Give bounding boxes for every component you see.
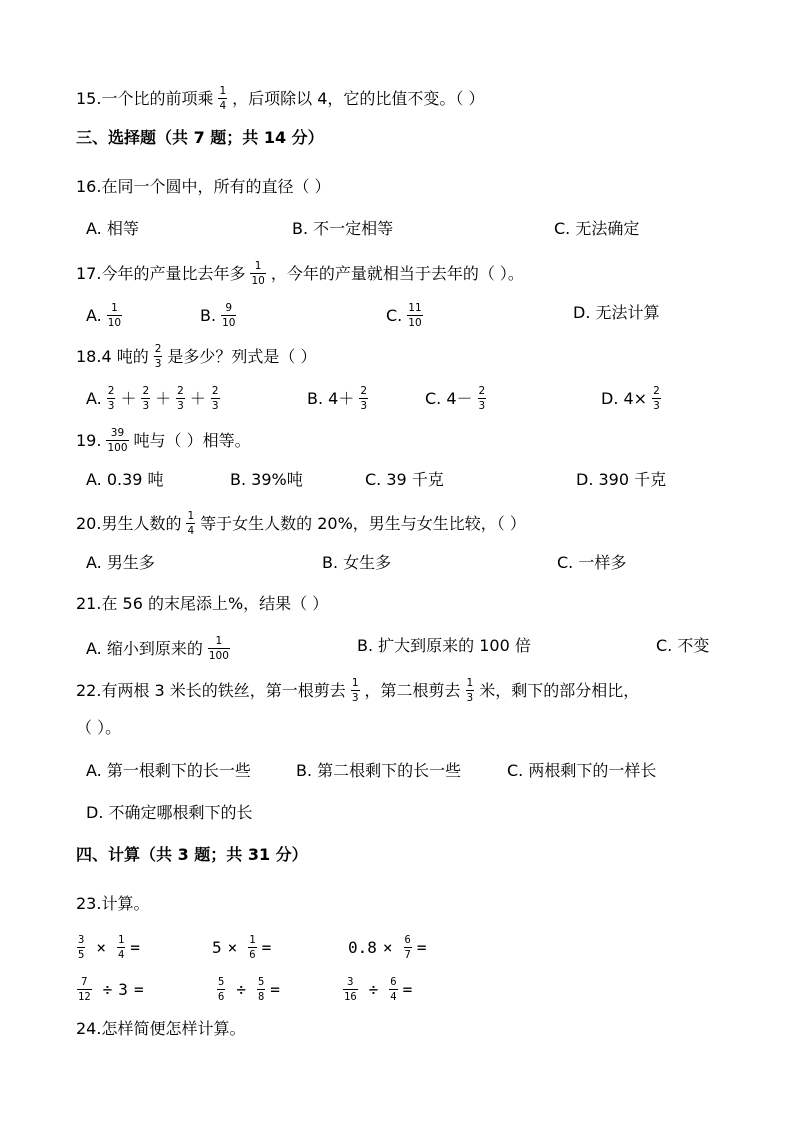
question-18: 18.4 吨的 $\frac{2}{3}$ 是多少？列式是（ ） <box>76 343 317 370</box>
option-d: D. 不确定哪根剩下的长 <box>86 803 253 822</box>
section-title-calc: 四、计算（共 3 题；共 31 分） <box>76 845 308 864</box>
question-22: 22.有两根 3 米长的铁丝，第一根剪去 $\frac{1}{3}$ ，第二根剪去 $\frac{1}{3}$ 米，剩下的部分相比， <box>76 677 640 704</box>
option-c: C. 无法确定 <box>554 219 640 238</box>
question-24: 24.怎样简便怎样计算。 <box>76 1019 246 1038</box>
calc-item: $\frac{7}{12}$ ÷ 3 = <box>78 976 144 1003</box>
option-b: B. 女生多 <box>322 553 392 572</box>
option-c: C. 不变 <box>656 636 710 655</box>
question-23: 23.计算。 <box>76 894 150 913</box>
option-d: D. 无法计算 <box>573 303 660 322</box>
option-b: B. 不一定相等 <box>292 219 394 238</box>
calc-item: 5 × $\frac{1}{6}$ = <box>212 934 272 961</box>
option-b: B. 第二根剩下的长一些 <box>296 761 462 780</box>
question-text: 15.一个比的前项乘 <box>76 89 214 108</box>
question-21: 21.在 56 的末尾添上%，结果（ ） <box>76 594 329 613</box>
question-19: 19. $\frac{39}{100}$ 吨与（ ）相等。 <box>76 427 251 454</box>
option-b: B. 扩大到原来的 100 倍 <box>357 636 531 655</box>
fraction: $\frac{1}{4}$ <box>219 85 227 112</box>
fraction: $\frac{1}{3}$ <box>466 677 474 704</box>
option-a: A. 第一根剩下的长一些 <box>86 761 251 780</box>
option-c: C. $\frac{11}{10}$ <box>386 302 422 329</box>
option-d: D. 4× $\frac{2}{3}$ <box>601 385 660 412</box>
option-a: A. 0.39 吨 <box>86 470 164 489</box>
fraction: $\frac{39}{100}$ <box>107 427 128 454</box>
fraction: $\frac{1}{100}$ <box>208 635 229 662</box>
calc-item: $\frac{3}{16}$ ÷ $\frac{6}{4}$ = <box>344 976 413 1003</box>
calc-item: 0.8 × $\frac{6}{7}$ = <box>348 934 427 961</box>
option-c: C. 39 千克 <box>365 470 444 489</box>
question-15 <box>76 86 485 113</box>
fraction: $\frac{1}{10}$ <box>251 260 265 287</box>
question-22-blank: （ ）。 <box>76 718 122 737</box>
option-b: B. 4＋ $\frac{2}{3}$ <box>307 385 368 412</box>
fraction: $\frac{11}{10}$ <box>408 302 422 329</box>
option-a: A. $\frac{1}{10}$ <box>86 302 122 329</box>
option-c: C. 4－ $\frac{2}{3}$ <box>425 385 486 412</box>
fraction: $\frac{2}{3}$ <box>154 343 162 370</box>
option-c: C. 两根剩下的一样长 <box>507 761 657 780</box>
fraction: $\frac{1}{3}$ <box>351 677 359 704</box>
fraction: $\frac{1}{4}$ <box>187 510 195 537</box>
fraction: $\frac{1}{10}$ <box>107 302 122 329</box>
option-a: A. $\frac{2}{3}$ ＋ $\frac{2}{3}$ ＋ $\frac{2}{3}$ ＋ $\frac{2}{3}$ <box>86 385 219 412</box>
option-b: B. $\frac{9}{10}$ <box>200 302 236 329</box>
calc-item: $\frac{5}{6}$ ÷ $\frac{5}{8}$ = <box>218 976 280 1003</box>
question-16: 16.在同一个圆中，所有的直径（ ） <box>76 177 331 196</box>
option-c: C. 一样多 <box>557 553 627 572</box>
option-d: D. 390 千克 <box>576 470 667 489</box>
option-b: B. 39%吨 <box>230 470 303 489</box>
option-a: A. 缩小到原来的 $\frac{1}{100}$ <box>86 635 229 662</box>
question-20: 20.男生人数的 $\frac{1}{4}$ 等于女生人数的 20%，男生与女生比较，（ ） <box>76 510 526 537</box>
fraction: $\frac{9}{10}$ <box>222 302 236 329</box>
option-a: A. 相等 <box>86 219 139 238</box>
calc-item: $\frac{3}{5}$ × $\frac{1}{4}$ = <box>78 934 140 961</box>
option-a: A. 男生多 <box>86 553 155 572</box>
section-title-choice: 三、选择题（共 7 题；共 14 分） <box>76 128 324 147</box>
question-text: ，后项除以 4，它的比值不变。（ ） <box>232 89 485 108</box>
question-17: 17.今年的产量比去年多 $\frac{1}{10}$ ，今年的产量就相当于去年的（ ）。 <box>76 260 524 287</box>
